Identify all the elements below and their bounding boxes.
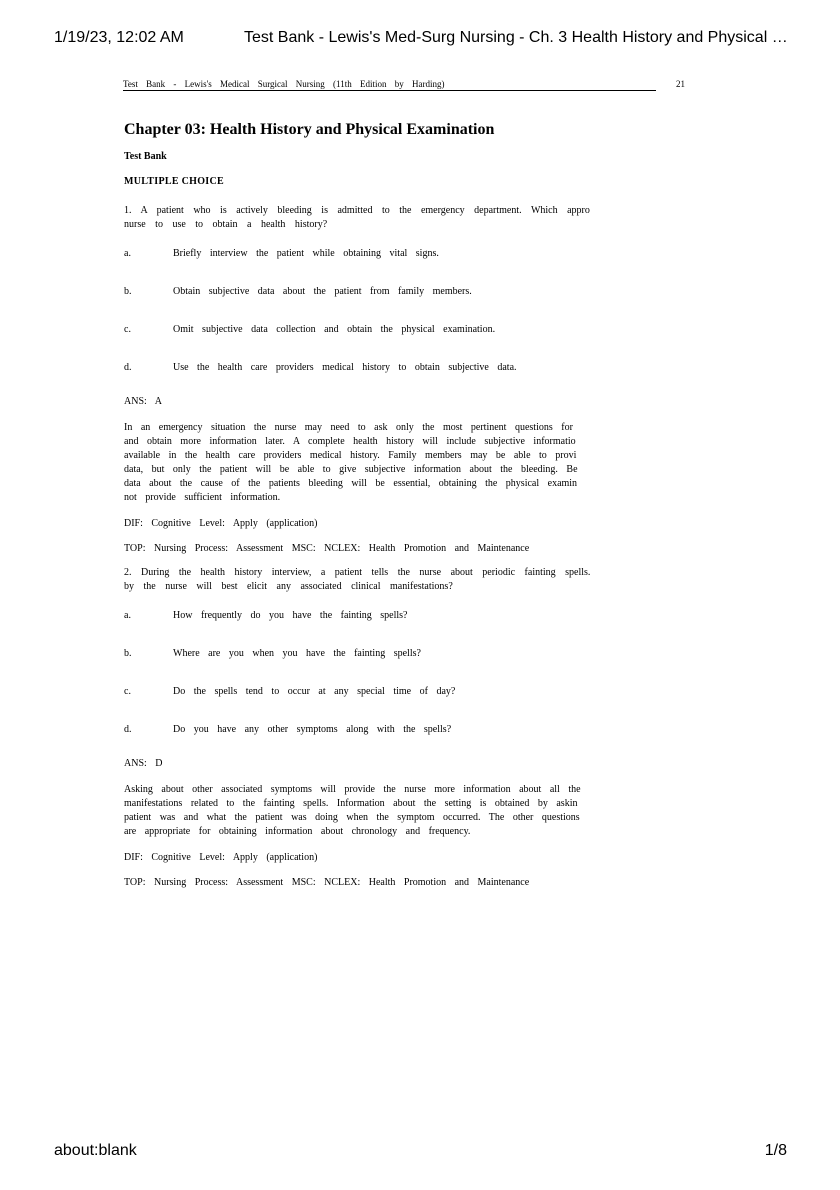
document-subtitle: Test Bank [124,151,167,162]
answer-key: ANS: D [124,758,163,769]
topic-line: TOP: Nursing Process: Assessment MSC: NCLEX: Health Promotion and Maintenance [124,877,530,888]
answer-options [124,247,656,374]
rationale-line: manifestations related to the fainting spells. Information about the setting is obtained by askin [124,798,578,809]
document-body [124,115,656,889]
stem-line: 2. During the health history interview, a patient tells the nurse about periodic fainting spells. [124,567,591,578]
question-2 [124,566,656,889]
rationale [124,783,656,839]
option-d: d. Do you have any other symptoms along with the spells? [124,724,452,735]
rationale-line: not provide sufficient information. [124,492,281,503]
option-a: a. How frequently do you have the fainting spells? [124,610,408,621]
rationale-line: available in the health care providers medical history. Family members may be able to provi [124,450,577,461]
topic-line: TOP: Nursing Process: Assessment MSC: NCLEX: Health Promotion and Maintenance [124,543,530,554]
print-date: 1/19/23, 12:02 AM [54,29,184,46]
rationale [124,421,656,505]
stem-line: 1. A patient who is actively bleeding is admitted to the emergency department. Which appro [124,205,590,216]
print-title: Test Bank - Lewis's Med-Surg Nursing - Ch. 3 Health History and Physical … [244,29,788,46]
option-d: d. Use the health care providers medical history to obtain subjective data. [124,362,517,373]
option-b: b. Obtain subjective data about the patient from family members. [124,286,472,297]
print-url: about:blank [54,1142,137,1159]
option-c: c. Omit subjective data collection and obtain the physical examination. [124,324,496,335]
question-1 [124,204,656,555]
option-a: a. Briefly interview the patient while obtaining vital signs. [124,248,439,259]
rationale-line: In an emergency situation the nurse may need to ask only the most pertinent questions for [124,422,573,433]
print-page-count: 1/8 [764,1142,787,1159]
answer-options [124,609,656,736]
rationale-line: and obtain more information later. A complete health history will include subjective informatio [124,436,576,447]
rationale-line: data about the cause of the patients bleeding will be essential, obtaining the physical examin [124,478,578,489]
option-c: c. Do the spells tend to occur at any special time of day? [124,686,456,697]
rationale-line: Asking about other associated symptoms will provide the nurse more information about all the [124,784,581,795]
document-page-number: 21 [676,79,685,89]
document-running-header: Test Bank - Lewis's Medical Surgical Nursing (11th Edition by Harding) [123,79,656,91]
chapter-title: Chapter 03: Health History and Physical Examination [124,121,495,138]
difficulty-line: DIF: Cognitive Level: Apply (application) [124,852,318,863]
question-number: 2. [124,567,132,578]
stem-line: nurse to use to obtain a health history? [124,218,328,230]
answer-key: ANS: A [124,396,162,407]
rationale-line: data, but only the patient will be able to give subjective information about the bleeding. Be [124,464,578,475]
rationale-line: are appropriate for obtaining information about chronology and frequency. [124,826,471,837]
difficulty-line: DIF: Cognitive Level: Apply (application) [124,518,318,529]
question-number: 1. [124,205,132,216]
question-stem [124,204,656,231]
question-stem [124,566,656,593]
section-heading: MULTIPLE CHOICE [124,176,224,187]
rationale-line: patient was and what the patient was doing when the symptom occurred. The other questions [124,812,580,823]
stem-line: by the nurse will best elicit any associated clinical manifestations? [124,580,453,592]
option-b: b. Where are you when you have the fainting spells? [124,648,421,659]
